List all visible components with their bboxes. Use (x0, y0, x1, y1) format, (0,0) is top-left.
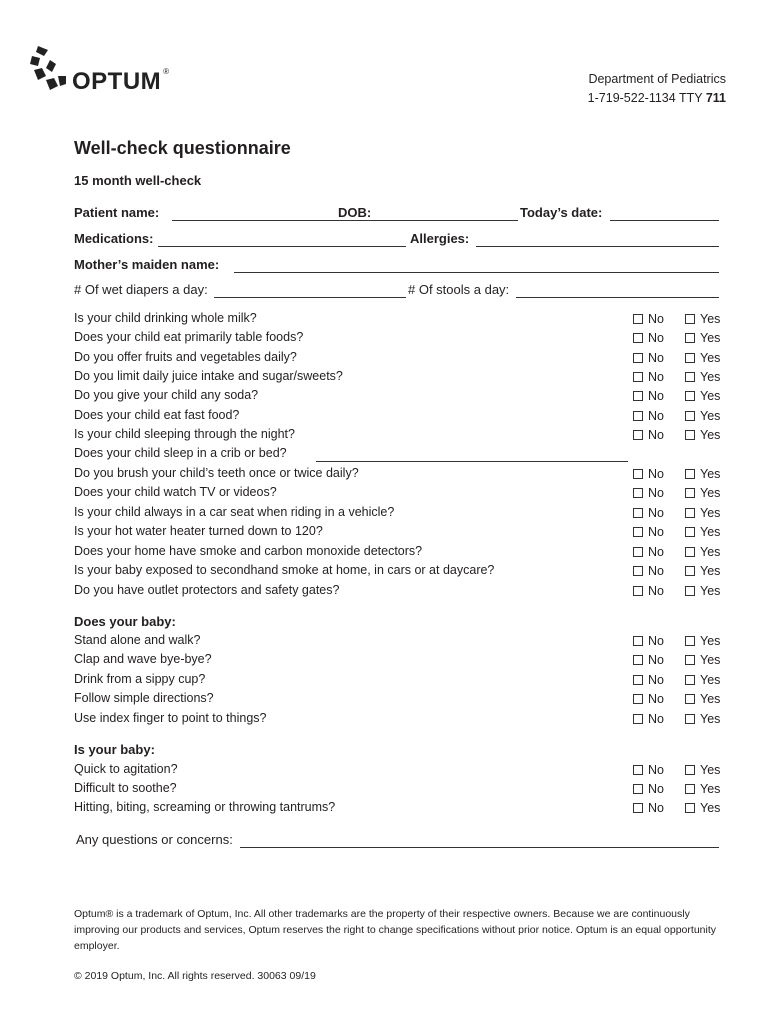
yes-option[interactable] (685, 467, 720, 481)
yes-option[interactable] (685, 389, 720, 403)
medications-label: Medications: (74, 231, 154, 246)
no-label: No (648, 801, 664, 815)
yes-option[interactable] (685, 801, 720, 815)
yes-checkbox[interactable] (685, 586, 695, 596)
yes-checkbox[interactable] (685, 314, 695, 324)
todays-date-field[interactable] (610, 220, 719, 221)
question-text: Is your child drinking whole milk? (74, 311, 257, 325)
yes-label: Yes (700, 634, 721, 648)
medications-row (74, 231, 719, 251)
yes-label: Yes (700, 351, 721, 365)
does-baby-heading: Does your baby: (74, 614, 176, 629)
no-label: No (648, 351, 664, 365)
maiden-name-row (74, 257, 719, 277)
yes-label: Yes (700, 312, 721, 326)
optum-logo (30, 46, 190, 96)
yes-checkbox[interactable] (685, 714, 695, 724)
no-option[interactable] (633, 564, 664, 578)
yes-label: Yes (700, 692, 721, 706)
yes-checkbox[interactable] (685, 803, 695, 813)
yes-checkbox[interactable] (685, 694, 695, 704)
no-checkbox[interactable] (633, 586, 643, 596)
yes-label: Yes (700, 506, 721, 520)
question-text: Is your child always in a car seat when riding in a vehicle? (74, 505, 395, 519)
yes-option[interactable] (685, 545, 720, 559)
no-option[interactable] (633, 370, 664, 384)
no-option[interactable] (633, 653, 664, 667)
no-checkbox[interactable] (633, 353, 643, 363)
no-checkbox[interactable] (633, 675, 643, 685)
yes-checkbox[interactable] (685, 765, 695, 775)
no-label: No (648, 653, 664, 667)
no-label: No (648, 692, 664, 706)
no-checkbox[interactable] (633, 333, 643, 343)
yes-label: Yes (700, 486, 721, 500)
no-label: No (648, 634, 664, 648)
department-header (588, 70, 726, 108)
no-checkbox[interactable] (633, 469, 643, 479)
yes-option[interactable] (685, 370, 720, 384)
yes-option[interactable] (685, 673, 720, 687)
yes-label: Yes (700, 525, 721, 539)
yes-label: Yes (700, 467, 721, 481)
yes-label: Yes (700, 763, 721, 777)
concerns-label: Any questions or concerns: (76, 832, 233, 847)
question-text: Follow simple directions? (74, 691, 214, 705)
no-checkbox[interactable] (633, 508, 643, 518)
question-text: Clap and wave bye-bye? (74, 652, 212, 666)
yes-checkbox[interactable] (685, 636, 695, 646)
yes-label: Yes (700, 564, 721, 578)
no-label: No (648, 673, 664, 687)
question-text: Do you give your child any soda? (74, 388, 259, 402)
no-label: No (648, 370, 664, 384)
no-option[interactable] (633, 389, 664, 403)
yes-checkbox[interactable] (685, 508, 695, 518)
yes-option[interactable] (685, 634, 720, 648)
no-checkbox[interactable] (633, 566, 643, 576)
question-text: Do you limit daily juice intake and sugar/sweets? (74, 369, 343, 383)
no-checkbox[interactable] (633, 527, 643, 537)
no-option[interactable] (633, 692, 664, 706)
no-label: No (648, 525, 664, 539)
maiden-name-label: Mother’s maiden name: (74, 257, 220, 272)
no-checkbox[interactable] (633, 714, 643, 724)
yes-checkbox[interactable] (685, 391, 695, 401)
no-label: No (648, 409, 664, 423)
question-text: Do you have outlet protectors and safety gates? (74, 583, 340, 597)
yes-label: Yes (700, 801, 721, 815)
phone-line (588, 89, 726, 108)
patient-name-label: Patient name: (74, 205, 160, 220)
yes-label: Yes (700, 428, 721, 442)
no-option[interactable] (633, 312, 664, 326)
no-option[interactable] (633, 351, 664, 365)
yes-checkbox[interactable] (685, 655, 695, 665)
question-text: Difficult to soothe? (74, 781, 177, 795)
no-option[interactable] (633, 506, 664, 520)
no-checkbox[interactable] (633, 655, 643, 665)
yes-option[interactable] (685, 564, 720, 578)
question-text: Is your child sleeping through the night? (74, 427, 295, 441)
yes-label: Yes (700, 782, 721, 796)
yes-label: Yes (700, 545, 721, 559)
no-checkbox[interactable] (633, 784, 643, 794)
stools-field[interactable] (516, 297, 719, 298)
no-label: No (648, 486, 664, 500)
question-text: Is your hot water heater turned down to 120? (74, 524, 323, 538)
yes-checkbox[interactable] (685, 411, 695, 421)
phone-number: 1-719-522-1134 TTY (587, 91, 703, 105)
yes-option[interactable] (685, 486, 720, 500)
yes-label: Yes (700, 370, 721, 384)
yes-option[interactable] (685, 712, 720, 726)
no-option[interactable] (633, 545, 664, 559)
maiden-name-field[interactable] (234, 272, 719, 273)
question-text: Do you brush your child’s teeth once or twice daily? (74, 466, 359, 480)
yes-label: Yes (700, 712, 721, 726)
question-text: Does your child eat primarily table foods? (74, 330, 304, 344)
no-checkbox[interactable] (633, 314, 643, 324)
question-text: Does your home have smoke and carbon monoxide detectors? (74, 544, 423, 558)
no-label: No (648, 331, 664, 345)
no-option[interactable] (633, 801, 664, 815)
yes-checkbox[interactable] (685, 784, 695, 794)
yes-checkbox[interactable] (685, 469, 695, 479)
allergies-field[interactable] (476, 246, 719, 247)
department-name: Department of Pediatrics (588, 72, 726, 86)
no-label: No (648, 428, 664, 442)
yes-checkbox[interactable] (685, 675, 695, 685)
yes-option[interactable] (685, 525, 720, 539)
yes-checkbox[interactable] (685, 488, 695, 498)
dob-label: DOB: (338, 205, 372, 220)
crib-or-bed-field[interactable] (316, 461, 628, 462)
no-label: No (648, 312, 664, 326)
no-option[interactable] (633, 486, 664, 500)
yes-label: Yes (700, 653, 721, 667)
no-option[interactable] (633, 467, 664, 481)
yes-label: Yes (700, 673, 721, 687)
yes-option[interactable] (685, 692, 720, 706)
yes-label: Yes (700, 389, 721, 403)
no-label: No (648, 712, 664, 726)
yes-option[interactable] (685, 653, 720, 667)
brand-name: OPTUM (72, 68, 162, 95)
no-option[interactable] (633, 584, 664, 598)
yes-option[interactable] (685, 763, 720, 777)
yes-option[interactable] (685, 428, 720, 442)
no-option[interactable] (633, 673, 664, 687)
yes-checkbox[interactable] (685, 527, 695, 537)
yes-option[interactable] (685, 331, 720, 345)
no-checkbox[interactable] (633, 411, 643, 421)
yes-checkbox[interactable] (685, 547, 695, 557)
medications-field[interactable] (158, 246, 406, 247)
no-option[interactable] (633, 634, 664, 648)
no-label: No (648, 763, 664, 777)
question-text: Does your child eat fast food? (74, 408, 240, 422)
tty-number: 711 (705, 91, 726, 105)
stools-label: # Of stools a day: (408, 282, 510, 297)
allergies-label: Allergies: (410, 231, 470, 246)
yes-label: Yes (700, 584, 721, 598)
no-checkbox[interactable] (633, 803, 643, 813)
registered-mark: ® (163, 67, 170, 76)
question-text: Drink from a sippy cup? (74, 672, 206, 686)
no-checkbox[interactable] (633, 488, 643, 498)
yes-option[interactable] (685, 312, 720, 326)
no-checkbox[interactable] (633, 391, 643, 401)
no-label: No (648, 782, 664, 796)
optum-swirl-logo-icon (30, 46, 70, 92)
no-checkbox[interactable] (633, 430, 643, 440)
todays-date-label: Today’s date: (520, 205, 603, 220)
no-label: No (648, 545, 664, 559)
no-label: No (648, 389, 664, 403)
no-label: No (648, 467, 664, 481)
no-label: No (648, 564, 664, 578)
yes-checkbox[interactable] (685, 566, 695, 576)
yes-option[interactable] (685, 351, 720, 365)
dob-field[interactable] (374, 220, 518, 221)
wet-diapers-label: # Of wet diapers a day: (74, 282, 208, 297)
no-option[interactable] (633, 782, 664, 796)
question-text: Use index finger to point to things? (74, 711, 267, 725)
page-subtitle: 15 month well-check (74, 173, 202, 188)
no-option[interactable] (633, 409, 664, 423)
yes-checkbox[interactable] (685, 333, 695, 343)
yes-option[interactable] (685, 782, 720, 796)
question-text: Hitting, biting, screaming or throwing tantrums? (74, 800, 336, 814)
diapers-stools-row (74, 282, 719, 302)
yes-checkbox[interactable] (685, 372, 695, 382)
yes-label: Yes (700, 409, 721, 423)
yes-checkbox[interactable] (685, 353, 695, 363)
yes-option[interactable] (685, 409, 720, 423)
no-label: No (648, 506, 664, 520)
question-text: Do you offer fruits and vegetables daily? (74, 350, 297, 364)
concerns-row (74, 832, 719, 852)
question-text: Does your child watch TV or videos? (74, 485, 277, 499)
no-checkbox[interactable] (633, 372, 643, 382)
no-checkbox[interactable] (633, 765, 643, 775)
no-label: No (648, 584, 664, 598)
no-option[interactable] (633, 525, 664, 539)
question-text: Quick to agitation? (74, 762, 178, 776)
footer-disclaimer: Optum® is a trademark of Optum, Inc. All other trademarks are the property of their respective owners. Because we are continuously improving our products and services, Optum reserves the right to change specifications without prior notice. Optum is an equal opportunity employer. (74, 908, 716, 952)
yes-option[interactable] (685, 506, 720, 520)
yes-label: Yes (700, 331, 721, 345)
is-baby-heading: Is your baby: (74, 742, 155, 757)
no-checkbox[interactable] (633, 547, 643, 557)
no-option[interactable] (633, 331, 664, 345)
question-text: Stand alone and walk? (74, 633, 201, 647)
yes-checkbox[interactable] (685, 430, 695, 440)
concerns-field[interactable] (240, 847, 719, 848)
page-title: Well-check questionnaire (74, 138, 291, 158)
no-checkbox[interactable] (633, 694, 643, 704)
no-option[interactable] (633, 763, 664, 777)
footer-copyright: © 2019 Optum, Inc. All rights reserved. 30063 09/19 (74, 970, 316, 982)
wet-diapers-field[interactable] (214, 297, 406, 298)
no-option[interactable] (633, 428, 664, 442)
yes-option[interactable] (685, 584, 720, 598)
no-checkbox[interactable] (633, 636, 643, 646)
question-text: Is your baby exposed to secondhand smoke at home, in cars or at daycare? (74, 563, 495, 577)
no-option[interactable] (633, 712, 664, 726)
patient-info-row (74, 205, 719, 225)
question-text: Does your child sleep in a crib or bed? (74, 446, 287, 460)
